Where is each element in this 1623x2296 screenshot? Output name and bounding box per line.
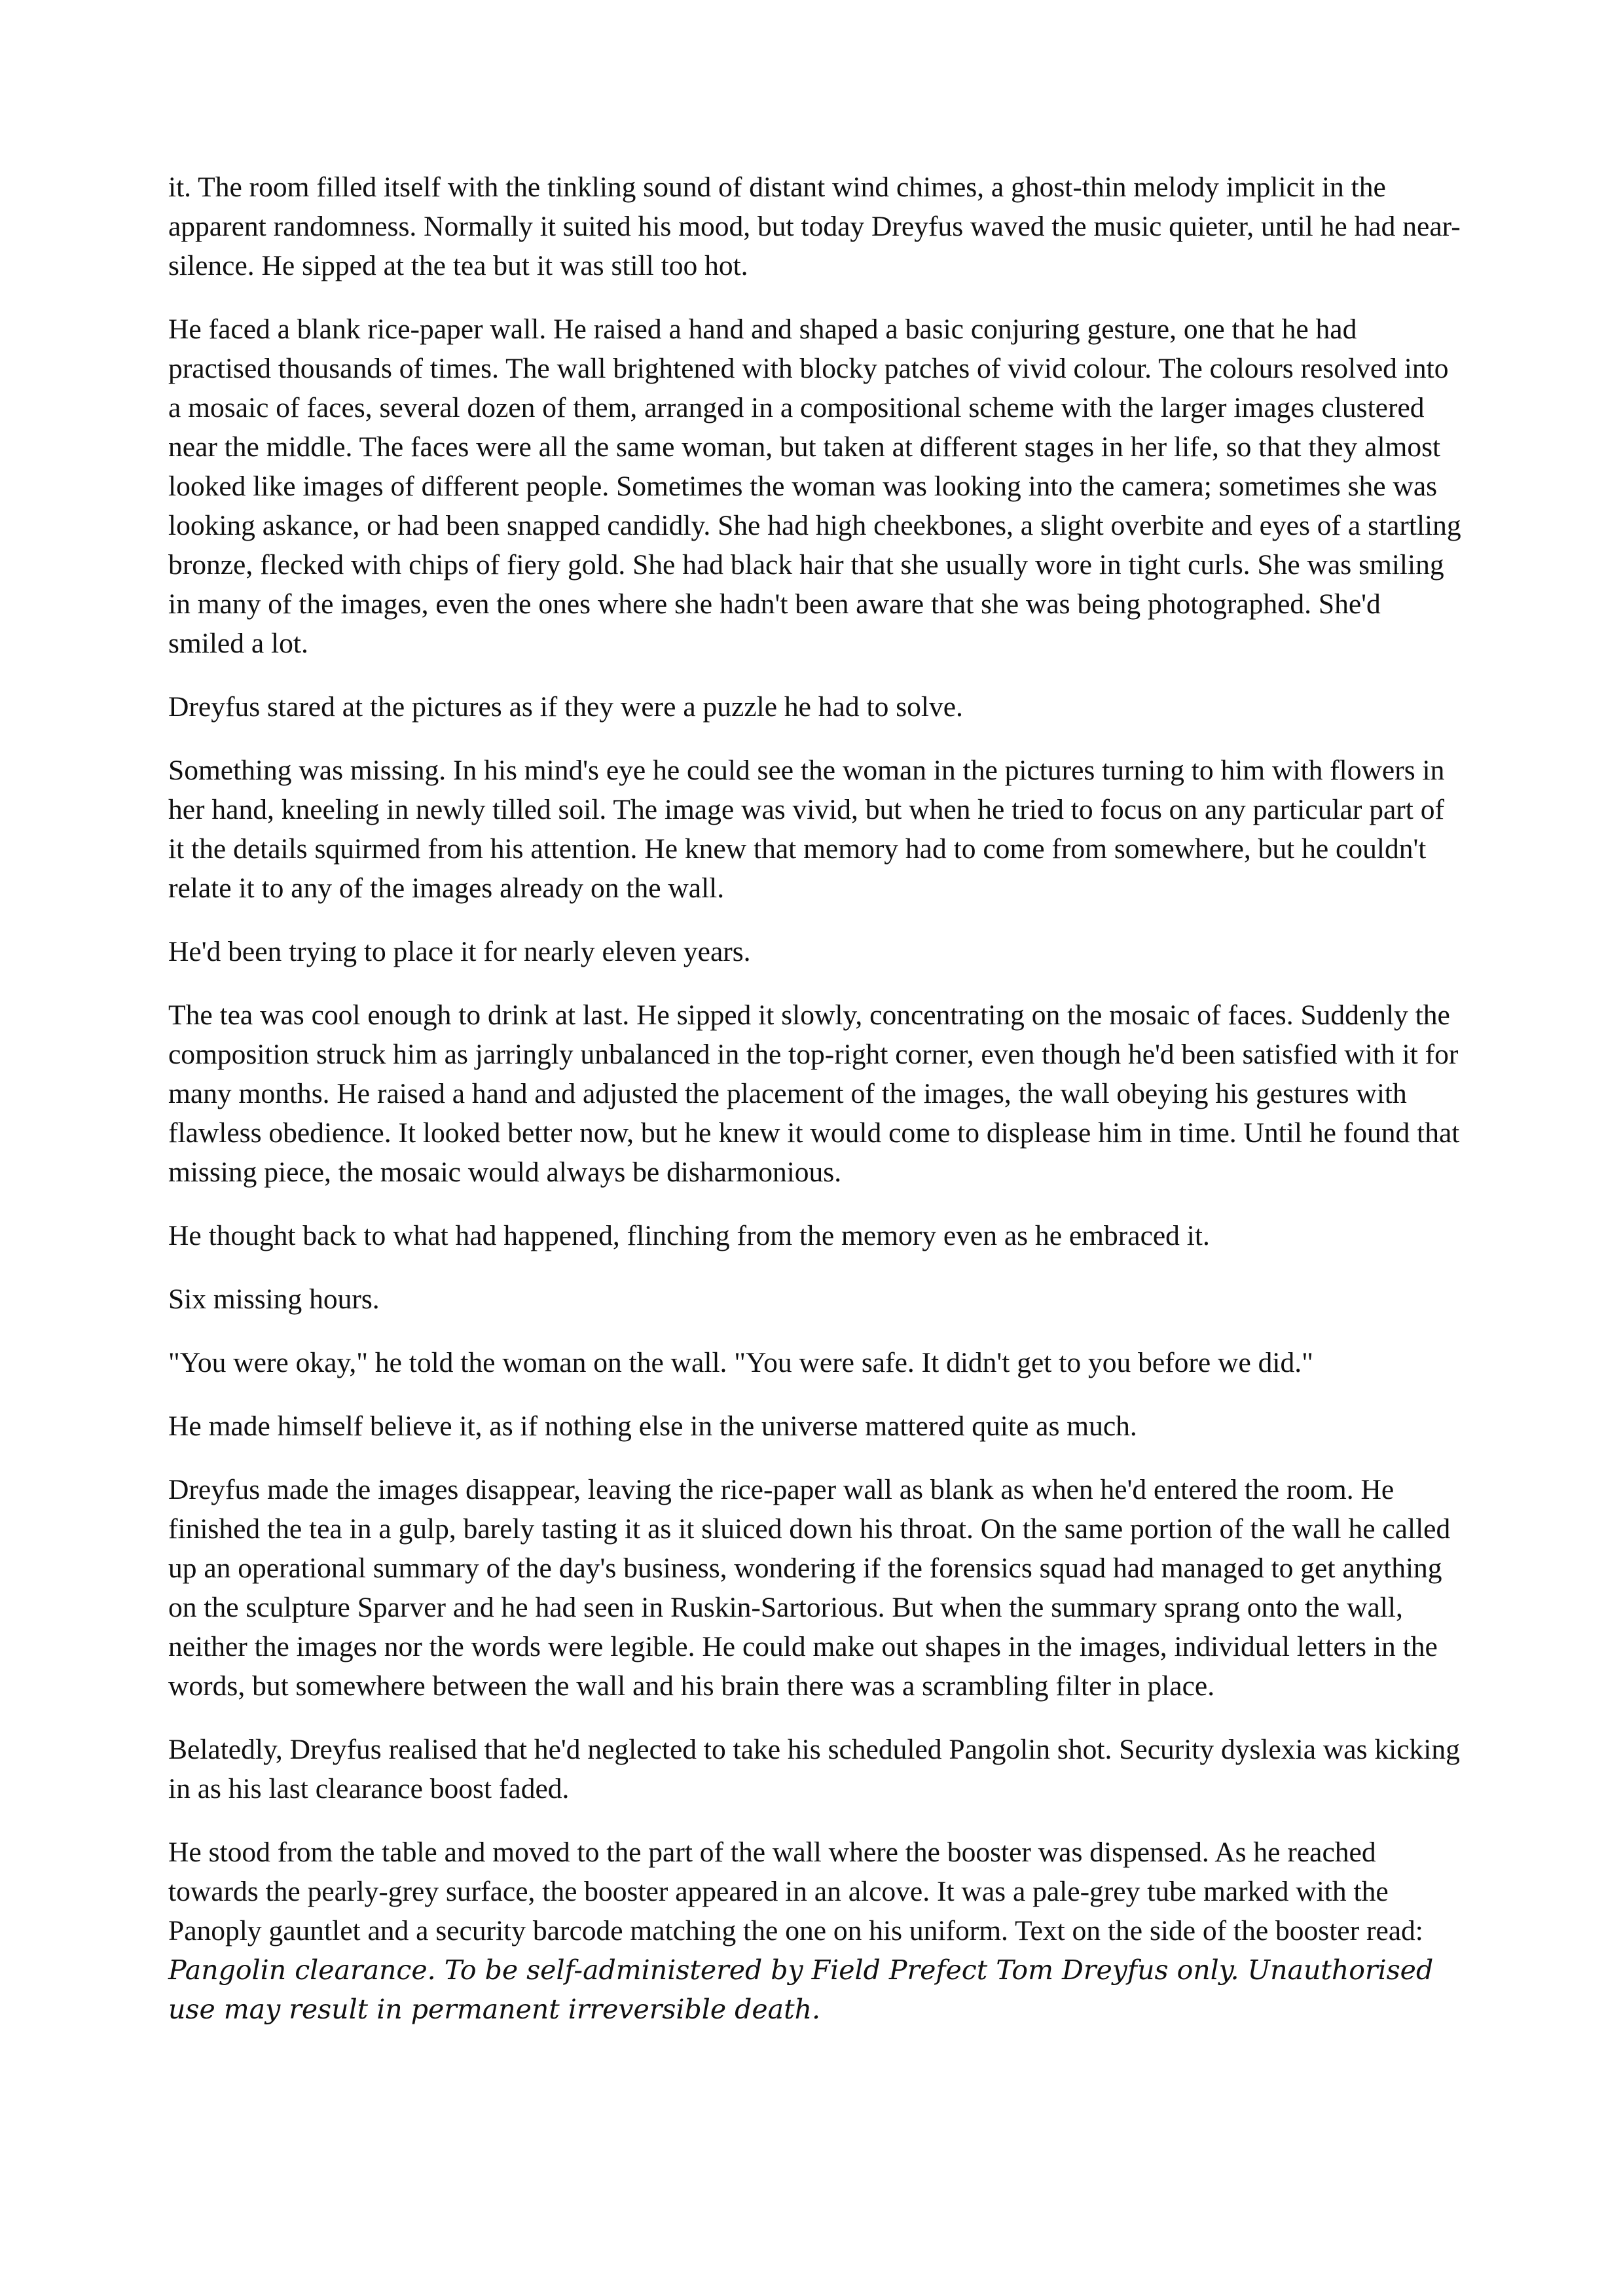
booster-label-text: Pangolin clearance. To be self-administered by Field Prefect Tom Dreyfus only. Unauthorised use may result in permanent irreversible death. <box>168 1954 1434 2025</box>
page-body <box>168 168 1461 2053</box>
paragraph-3: Dreyfus stared at the pictures as if they were a puzzle he had to solve. <box>168 691 963 723</box>
paragraph-6: The tea was cool enough to drink at last. He sipped it slowly, concentrating on the mosaic of faces. Suddenly the composition struck him as jarringly unbalanced in the top-right corner, even though he'd been satisfied with it for many months. He raised a hand and adjusted the placement of the images, the wall obeying his gestures with flawless obedience. It looked better now, but he knew it would come to displease him in time. Until he found that missing piece, the mosaic would always be disharmonious. <box>168 999 1460 1188</box>
paragraph-13-text: He stood from the table and moved to the part of the wall where the booster was dispensed. As he reached towards the pearly-grey surface, the booster appeared in an alcove. It was a pale-grey tube marked with the Panoply gauntlet and a security barcode matching the one on his uniform. Text on the side of the booster read: <box>168 1837 1423 1946</box>
paragraph-10: He made himself believe it, as if nothing else in the universe mattered quite as much. <box>168 1410 1137 1442</box>
paragraph-12: Belatedly, Dreyfus realised that he'd neglected to take his scheduled Pangolin shot. Security dyslexia was kicking in as his last clearance boost faded. <box>168 1734 1460 1804</box>
paragraph-5: He'd been trying to place it for nearly eleven years. <box>168 936 751 967</box>
paragraph-9: "You were okay," he told the woman on the wall. "You were safe. It didn't get to you before we did." <box>168 1347 1313 1378</box>
paragraph-13 <box>168 1833 1461 2029</box>
paragraph-4: Something was missing. In his mind's eye he could see the woman in the pictures turning to him with flowers in her hand, kneeling in newly tilled soil. The image was vivid, but when he tried to focus on any particular part of it the details squirmed from his attention. He knew that memory had to come from somewhere, but he couldn't relate it to any of the images already on the wall. <box>168 755 1445 904</box>
paragraph-7: He thought back to what had happened, flinching from the memory even as he embraced it. <box>168 1220 1210 1251</box>
paragraph-11: Dreyfus made the images disappear, leaving the rice-paper wall as blank as when he'd entered the room. He finished the tea in a gulp, barely tasting it as it sluiced down his throat. On the same portion of the wall he called up an operational summary of the day's business, wondering if the forensics squad had managed to get anything on the sculpture Sparver and he had seen in Ruskin-Sartorious. But when the summary sprang onto the wall, neither the images nor the words were legible. He could make out shapes in the images, individual letters in the words, but somewhere between the wall and his brain there was a scrambling filter in place. <box>168 1474 1451 1702</box>
paragraph-8: Six missing hours. <box>168 1283 380 1315</box>
paragraph-2: He faced a blank rice-paper wall. He raised a hand and shaped a basic conjuring gesture, one that he had practised thousands of times. The wall brightened with blocky patches of vivid colour. The colours resolved into a mosaic of faces, several dozen of them, arranged in a compositional scheme with the larger images clustered near the middle. The faces were all the same woman, but taken at different stages in her life, so that they almost looked like images of different people. Sometimes the woman was looking into the camera; sometimes she was looking askance, or had been snapped candidly. She had high cheekbones, a slight overbite and eyes of a startling bronze, flecked with chips of fiery gold. She had black hair that she usually wore in tight curls. She was smiling in many of the images, even the ones where she hadn't been aware that she was being photographed. She'd smiled a lot. <box>168 314 1461 659</box>
paragraph-1: it. The room filled itself with the tinkling sound of distant wind chimes, a ghost-thin melody implicit in the apparent randomness. Normally it suited his mood, but today Dreyfus waved the music quieter, until he had near-silence. He sipped at the tea but it was still too hot. <box>168 171 1461 281</box>
